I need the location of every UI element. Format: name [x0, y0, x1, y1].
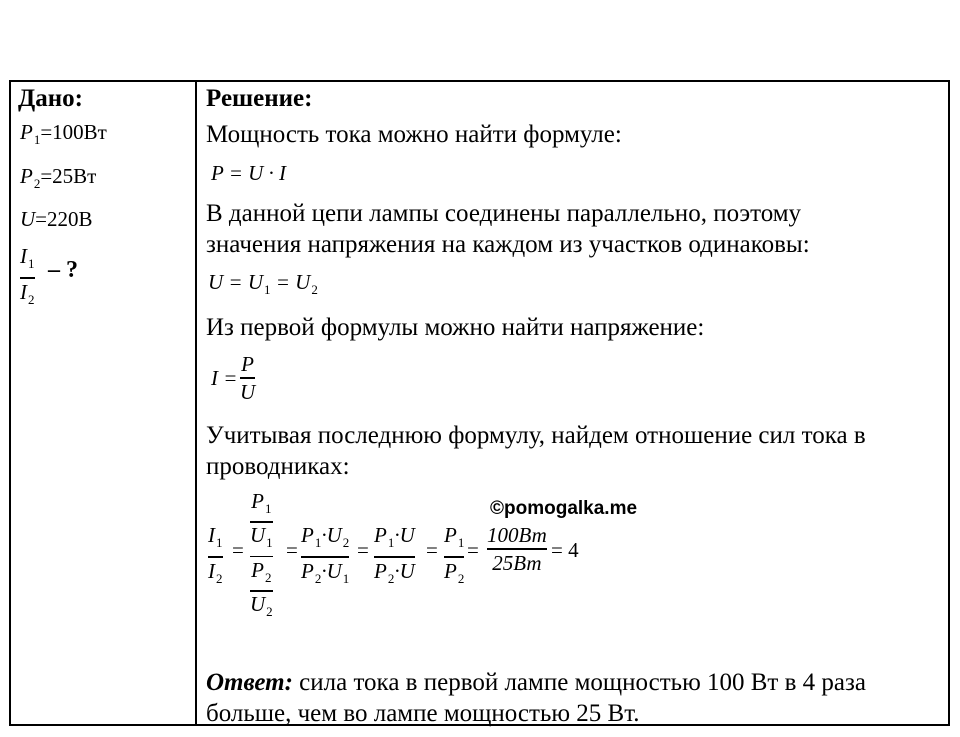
- formula-power: P = U · I: [211, 161, 287, 185]
- answer-label: Ответ:: [206, 669, 293, 696]
- ratio-i1-i2: $I_1$ $I_2$: [208, 523, 223, 586]
- column-divider: [195, 80, 197, 726]
- ratio-numeric: 100Вт 25Вт: [487, 523, 547, 575]
- equals-sign: =: [232, 538, 244, 562]
- solution-line-1: Мощность тока можно найти формуле:: [206, 121, 622, 148]
- given-question: – ?: [48, 257, 78, 283]
- ratio-pu-simplified: $P_1\cdot U$ $P_2\cdot U$: [374, 523, 415, 586]
- solution-header: Решение:: [206, 85, 313, 112]
- equals-sign: =: [357, 538, 369, 562]
- solution-line-2b: значения напряжения на каждом из участков одинаковы:: [206, 231, 810, 258]
- ratio-pu: $P_1\cdot U_2$ $P_2\cdot U_1$: [301, 523, 350, 586]
- given-header: Дано:: [18, 85, 83, 112]
- equals-sign: =: [426, 538, 438, 562]
- solution-line-4a: Учитывая последнюю формулу, найдем отношение сил тока в: [206, 422, 866, 449]
- equals-sign: =: [467, 538, 479, 562]
- solution-line-4b: проводниках:: [206, 453, 350, 480]
- given-p2: $P_2=25Вт$: [20, 164, 97, 191]
- result-value: = 4: [551, 538, 579, 562]
- solution-line-3: Из первой формулы можно найти напряжение:: [206, 314, 705, 341]
- given-current-ratio: $I_1$ $I_2$: [20, 244, 35, 307]
- formula-current-lhs: I =: [211, 366, 238, 390]
- equals-sign: =: [286, 538, 298, 562]
- ratio-p1-p2: $P_1$ $P_2$: [444, 523, 465, 586]
- answer-line-2: больше, чем во лампе мощностью 25 Вт.: [206, 700, 640, 727]
- formula-current-fraction: P U: [240, 352, 256, 404]
- solution-line-2a: В данной цепи лампы соединены параллельно, поэтому: [206, 200, 802, 227]
- given-u: U=220В: [20, 207, 93, 231]
- answer-line-1: Ответ: сила тока в первой лампе мощностью 100 Вт в 4 раза: [206, 669, 866, 696]
- watermark: ©pomogalka.me: [490, 498, 638, 519]
- formula-voltage: $U = U_1 = U_2$: [208, 270, 318, 297]
- ratio-compound: $P_1$ $U_1$ $P_2$ $U_2$: [250, 489, 273, 619]
- given-p1: $P_1=100Вт$: [20, 120, 107, 147]
- table-frame: [9, 80, 950, 726]
